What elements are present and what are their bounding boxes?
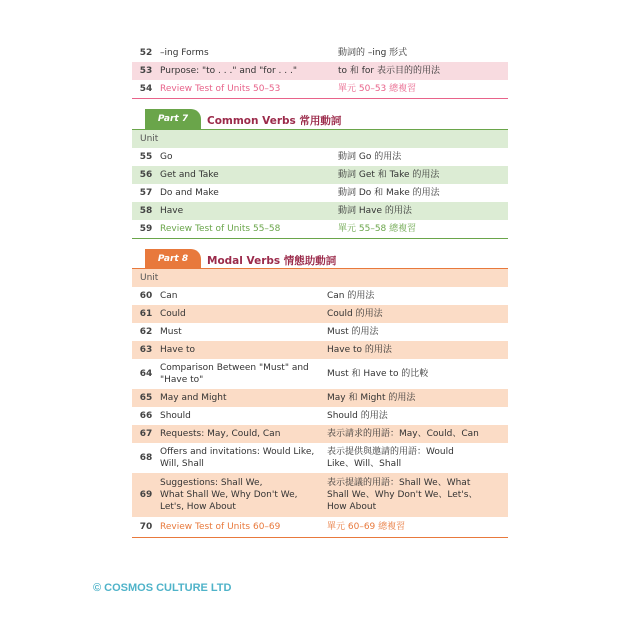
unit-number: 60 <box>139 291 153 301</box>
unit-number: 55 <box>139 152 153 162</box>
table-row <box>132 44 508 62</box>
table-row <box>132 166 508 184</box>
unit-column-header: Unit <box>132 269 508 287</box>
part-7-tab: Part 7 <box>145 109 201 129</box>
review-test-title-en[interactable]: Review Test of Units 50–53 <box>160 84 281 94</box>
unit-title-zh <box>327 477 478 513</box>
table-row <box>132 62 508 80</box>
unit-title-zh: 動詞 Go 的用法 <box>338 152 402 162</box>
part-7-title: Common Verbs 常用動詞 <box>207 115 342 127</box>
unit-title-zh: May 和 Might 的用法 <box>327 393 416 403</box>
unit-title-en <box>160 362 320 386</box>
unit-title-zh: Should 的用法 <box>327 411 388 421</box>
unit-number: 66 <box>139 411 153 421</box>
table-row <box>132 202 508 220</box>
unit-title-en-line: Will, Shall <box>160 459 204 469</box>
unit-title-en <box>160 477 320 513</box>
table-row <box>132 341 508 359</box>
review-test-title-en[interactable]: Review Test of Units 60–69 <box>160 522 281 532</box>
table-row <box>132 148 508 166</box>
unit-title-en: Could <box>160 309 186 319</box>
unit-title-zh: 動詞的 –ing 形式 <box>338 48 408 58</box>
unit-number: 67 <box>139 429 153 439</box>
unit-number: 63 <box>139 345 153 355</box>
unit-title-zh: to 和 for 表示目的的用法 <box>338 66 440 76</box>
table-row <box>132 80 508 98</box>
unit-title-zh: Could 的用法 <box>327 309 383 319</box>
unit-title-en: Do and Make <box>160 188 219 198</box>
unit-title-en: Get and Take <box>160 170 219 180</box>
unit-title-en: Can <box>160 291 178 301</box>
unit-title-zh: 動詞 Have 的用法 <box>338 206 412 216</box>
unit-title-zh-line: 表示提議的用語：Shall We、What <box>327 478 471 488</box>
table-row <box>132 443 508 473</box>
review-test-title-zh: 單元 55–58 總複習 <box>338 224 417 234</box>
unit-title-zh: 動詞 Do 和 Make 的用法 <box>338 188 440 198</box>
unit-title-zh-line: Like、Will、Shall <box>327 459 402 469</box>
divider <box>132 238 508 239</box>
unit-title-zh-line: Shall We、Why Don't We、Let's、 <box>327 490 478 500</box>
unit-title-zh: Must 和 Have to 的比較 <box>327 369 429 379</box>
unit-title-en-line: Offers and invitations: Would Like, <box>160 447 315 457</box>
unit-number: 62 <box>139 327 153 337</box>
table-row <box>132 389 508 407</box>
unit-title-en: Have to <box>160 345 196 355</box>
unit-title-en: Purpose: "to . . ." and "for . . ." <box>160 66 297 76</box>
unit-number: 54 <box>139 84 153 94</box>
unit-number: 52 <box>139 48 153 58</box>
table-row <box>132 323 508 341</box>
unit-title-zh-line: How About <box>327 502 377 512</box>
unit-number: 58 <box>139 206 153 216</box>
unit-title-en-line: "Have to" <box>160 375 204 385</box>
table-row <box>132 305 508 323</box>
unit-title-en <box>160 446 320 470</box>
table-row <box>132 359 508 389</box>
unit-title-zh <box>327 446 454 470</box>
unit-number: 61 <box>139 309 153 319</box>
unit-number: 70 <box>139 522 153 532</box>
part-8-tab: Part 8 <box>145 249 201 269</box>
table-row <box>132 517 508 537</box>
unit-number: 68 <box>139 453 153 463</box>
copyright-footer: © COSMOS CULTURE LTD <box>93 582 232 594</box>
unit-title-en-line: Let's, How About <box>160 502 236 512</box>
table-row <box>132 220 508 238</box>
part-8-title: Modal Verbs 情態助動詞 <box>207 255 337 267</box>
unit-column-header: Unit <box>132 130 508 148</box>
unit-title-en-line: Suggestions: Shall We, <box>160 478 263 488</box>
unit-title-zh: Must 的用法 <box>327 327 379 337</box>
unit-number: 65 <box>139 393 153 403</box>
unit-number: 59 <box>139 224 153 234</box>
divider <box>132 537 508 538</box>
unit-title-zh: Have to 的用法 <box>327 345 392 355</box>
unit-title-en-line: Comparison Between "Must" and <box>160 363 309 373</box>
unit-title-en: Have <box>160 206 184 216</box>
unit-title-en: Go <box>160 152 173 162</box>
unit-title-en-line: What Shall We, Why Don't We, <box>160 490 298 500</box>
table-row <box>132 425 508 443</box>
divider <box>132 98 508 99</box>
table-row <box>132 184 508 202</box>
table-row <box>132 473 508 517</box>
table-row <box>132 407 508 425</box>
review-test-title-zh: 單元 50–53 總複習 <box>338 84 417 94</box>
unit-title-en: Should <box>160 411 191 421</box>
unit-title-zh: Can 的用法 <box>327 291 375 301</box>
unit-title-en: Must <box>160 327 182 337</box>
review-test-title-zh: 單元 60–69 總複習 <box>327 522 406 532</box>
unit-title-zh-line: 表示提供與邀請的用語：Would <box>327 447 454 457</box>
unit-number: 57 <box>139 188 153 198</box>
table-row <box>132 287 508 305</box>
unit-title-en: Requests: May, Could, Can <box>160 429 281 439</box>
unit-number: 64 <box>139 369 153 379</box>
unit-title-en: –ing Forms <box>160 48 209 58</box>
review-test-title-en[interactable]: Review Test of Units 55–58 <box>160 224 281 234</box>
unit-number: 69 <box>139 490 153 500</box>
unit-title-zh: 動詞 Get 和 Take 的用法 <box>338 170 440 180</box>
unit-title-zh: 表示請求的用語：May、Could、Can <box>327 429 479 439</box>
unit-number: 56 <box>139 170 153 180</box>
unit-title-en: May and Might <box>160 393 227 403</box>
unit-number: 53 <box>139 66 153 76</box>
